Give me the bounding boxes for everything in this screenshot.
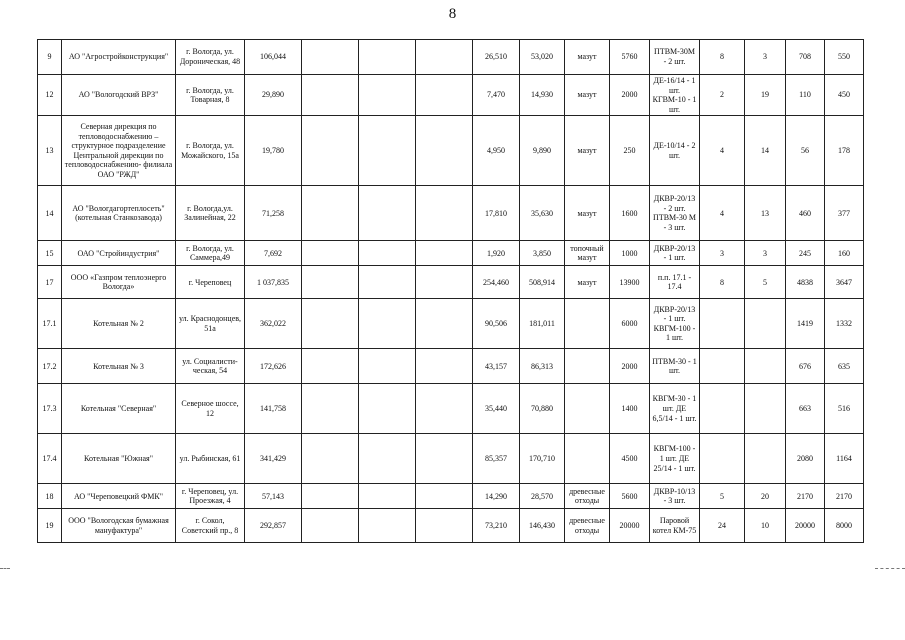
count-2-cell: 5 (745, 266, 786, 299)
col-c-cell (416, 484, 473, 509)
data-table (37, 39, 864, 543)
table-row (38, 116, 864, 186)
address-cell: ул. Социалисти-ческая, 54 (176, 349, 245, 384)
boilers-cell: ДЕ-16/14 - 1 шт. КГВМ-10 - 1 шт. (650, 75, 700, 116)
capacity-cell: 2000 (610, 349, 650, 384)
col-b-cell (359, 266, 416, 299)
value-2-cell: 508,914 (520, 266, 565, 299)
organization-cell: АО "Агростройконструкция" (62, 40, 176, 75)
address-cell: ул. Рыбинская, 61 (176, 434, 245, 484)
fuel-type-cell (565, 349, 610, 384)
col-c-cell (416, 434, 473, 484)
value-2-cell: 9,890 (520, 116, 565, 186)
col-b-cell (359, 75, 416, 116)
col-a-cell (302, 434, 359, 484)
fuel-type-cell: древесные отходы (565, 484, 610, 509)
table-row (38, 75, 864, 116)
organization-cell: Котельная "Южная" (62, 434, 176, 484)
table-row (38, 299, 864, 349)
table-row (38, 484, 864, 509)
value-2-cell: 86,313 (520, 349, 565, 384)
boilers-cell: КВГМ-30 - 1 шт. ДЕ 6,5/14 - 1 шт. (650, 384, 700, 434)
count-1-cell: 8 (700, 40, 745, 75)
col-a-cell (302, 509, 359, 543)
organization-cell: ОАО "Стройиндустрия" (62, 241, 176, 266)
value-1-cell: 254,460 (473, 266, 520, 299)
count-3-cell: 4838 (786, 266, 825, 299)
count-4-cell: 8000 (825, 509, 864, 543)
row-number-cell: 17.3 (38, 384, 62, 434)
organization-cell: Котельная № 2 (62, 299, 176, 349)
table-row (38, 40, 864, 75)
count-4-cell: 2170 (825, 484, 864, 509)
col-b-cell (359, 40, 416, 75)
col-c-cell (416, 40, 473, 75)
total-value-cell: 362,022 (245, 299, 302, 349)
col-a-cell (302, 384, 359, 434)
total-value-cell: 29,890 (245, 75, 302, 116)
total-value-cell: 19,780 (245, 116, 302, 186)
organization-cell: ООО "Вологодская бумажная мануфактура" (62, 509, 176, 543)
value-2-cell: 146,430 (520, 509, 565, 543)
boilers-cell: КВГМ-100 - 1 шт. ДЕ 25/14 - 1 шт. (650, 434, 700, 484)
page-number: 8 (448, 6, 457, 22)
value-1-cell: 1,920 (473, 241, 520, 266)
col-a-cell (302, 116, 359, 186)
col-b-cell (359, 434, 416, 484)
value-2-cell: 70,880 (520, 384, 565, 434)
capacity-cell: 6000 (610, 299, 650, 349)
value-1-cell: 7,470 (473, 75, 520, 116)
value-1-cell: 90,506 (473, 299, 520, 349)
boilers-cell: ПТВМ-30 - 1 шт. (650, 349, 700, 384)
fuel-type-cell (565, 384, 610, 434)
row-number-cell: 18 (38, 484, 62, 509)
count-2-cell (745, 434, 786, 484)
count-1-cell: 4 (700, 186, 745, 241)
fuel-type-cell: мазут (565, 186, 610, 241)
row-number-cell: 17.4 (38, 434, 62, 484)
col-b-cell (359, 241, 416, 266)
count-3-cell: 2170 (786, 484, 825, 509)
count-3-cell: 708 (786, 40, 825, 75)
value-2-cell: 3,850 (520, 241, 565, 266)
boilers-cell: ДКВР-20/13 - 1 шт. КВГМ-100 - 1 шт. (650, 299, 700, 349)
total-value-cell: 341,429 (245, 434, 302, 484)
address-cell: г. Вологда, ул. Дороническая, 48 (176, 40, 245, 75)
count-2-cell (745, 384, 786, 434)
count-4-cell: 178 (825, 116, 864, 186)
boilers-cell: ДКВР-20/13 - 1 шт. (650, 241, 700, 266)
col-c-cell (416, 75, 473, 116)
col-b-cell (359, 349, 416, 384)
count-4-cell: 3647 (825, 266, 864, 299)
col-b-cell (359, 384, 416, 434)
count-2-cell: 10 (745, 509, 786, 543)
value-1-cell: 35,440 (473, 384, 520, 434)
col-b-cell (359, 186, 416, 241)
row-number-cell: 17.2 (38, 349, 62, 384)
col-c-cell (416, 241, 473, 266)
table-row (38, 349, 864, 384)
value-1-cell: 85,357 (473, 434, 520, 484)
count-2-cell (745, 299, 786, 349)
organization-cell: АО "Череповецкий ФМК" (62, 484, 176, 509)
address-cell: Северное шоссе, 12 (176, 384, 245, 434)
address-cell: г. Череповец, ул. Проезжая, 4 (176, 484, 245, 509)
value-1-cell: 14,290 (473, 484, 520, 509)
count-2-cell (745, 349, 786, 384)
count-3-cell: 663 (786, 384, 825, 434)
fuel-type-cell: мазут (565, 40, 610, 75)
boilers-cell: ДКВР-10/13 - 3 шт. (650, 484, 700, 509)
col-b-cell (359, 299, 416, 349)
col-c-cell (416, 266, 473, 299)
count-4-cell: 1164 (825, 434, 864, 484)
address-cell: ул. Краснодонцев, 51а (176, 299, 245, 349)
count-3-cell: 110 (786, 75, 825, 116)
table-row (38, 241, 864, 266)
address-cell: г. Сокол, Советский пр., 8 (176, 509, 245, 543)
col-c-cell (416, 299, 473, 349)
organization-cell: Котельная "Северная" (62, 384, 176, 434)
count-3-cell: 460 (786, 186, 825, 241)
fuel-type-cell (565, 434, 610, 484)
row-number-cell: 15 (38, 241, 62, 266)
count-3-cell: 20000 (786, 509, 825, 543)
table-row (38, 434, 864, 484)
organization-cell: Котельная № 3 (62, 349, 176, 384)
col-a-cell (302, 40, 359, 75)
total-value-cell: 7,692 (245, 241, 302, 266)
col-a-cell (302, 349, 359, 384)
fuel-type-cell: топочный мазут (565, 241, 610, 266)
organization-cell: АО "Вологодский ВРЗ" (62, 75, 176, 116)
count-1-cell: 8 (700, 266, 745, 299)
address-cell: г. Вологда, ул. Саммера,49 (176, 241, 245, 266)
boilers-cell: ПТВМ-30М - 2 шт. (650, 40, 700, 75)
count-3-cell: 676 (786, 349, 825, 384)
count-2-cell: 3 (745, 40, 786, 75)
col-a-cell (302, 75, 359, 116)
fuel-type-cell: мазут (565, 116, 610, 186)
col-a-cell (302, 186, 359, 241)
col-b-cell (359, 116, 416, 186)
address-cell: г. Вологда, ул. Товарная, 8 (176, 75, 245, 116)
count-3-cell: 245 (786, 241, 825, 266)
value-1-cell: 4,950 (473, 116, 520, 186)
total-value-cell: 106,044 (245, 40, 302, 75)
row-number-cell: 19 (38, 509, 62, 543)
value-1-cell: 73,210 (473, 509, 520, 543)
col-b-cell (359, 509, 416, 543)
count-4-cell: 635 (825, 349, 864, 384)
total-value-cell: 172,626 (245, 349, 302, 384)
count-4-cell: 550 (825, 40, 864, 75)
row-number-cell: 14 (38, 186, 62, 241)
count-1-cell (700, 299, 745, 349)
count-2-cell: 3 (745, 241, 786, 266)
count-2-cell: 14 (745, 116, 786, 186)
col-b-cell (359, 484, 416, 509)
total-value-cell: 57,143 (245, 484, 302, 509)
value-2-cell: 170,710 (520, 434, 565, 484)
col-c-cell (416, 349, 473, 384)
value-1-cell: 26,510 (473, 40, 520, 75)
capacity-cell: 13900 (610, 266, 650, 299)
count-3-cell: 1419 (786, 299, 825, 349)
table-row (38, 266, 864, 299)
col-c-cell (416, 509, 473, 543)
count-1-cell: 3 (700, 241, 745, 266)
count-2-cell: 13 (745, 186, 786, 241)
total-value-cell: 292,857 (245, 509, 302, 543)
table-row (38, 509, 864, 543)
count-1-cell (700, 434, 745, 484)
col-a-cell (302, 484, 359, 509)
boilers-cell: ДКВР-20/13 - 2 шт. ПТВМ-30 М - 3 шт. (650, 186, 700, 241)
total-value-cell: 141,758 (245, 384, 302, 434)
col-c-cell (416, 186, 473, 241)
count-1-cell: 5 (700, 484, 745, 509)
scan-edge (0, 568, 905, 572)
total-value-cell: 1 037,835 (245, 266, 302, 299)
fuel-type-cell: мазут (565, 266, 610, 299)
capacity-cell: 20000 (610, 509, 650, 543)
capacity-cell: 5760 (610, 40, 650, 75)
count-3-cell: 2080 (786, 434, 825, 484)
value-1-cell: 43,157 (473, 349, 520, 384)
count-4-cell: 450 (825, 75, 864, 116)
capacity-cell: 1000 (610, 241, 650, 266)
value-2-cell: 53,020 (520, 40, 565, 75)
row-number-cell: 17 (38, 266, 62, 299)
count-1-cell: 24 (700, 509, 745, 543)
row-number-cell: 9 (38, 40, 62, 75)
col-a-cell (302, 241, 359, 266)
boilers-cell: п.п. 17.1 - 17.4 (650, 266, 700, 299)
fuel-type-cell: древесные отходы (565, 509, 610, 543)
row-number-cell: 13 (38, 116, 62, 186)
count-1-cell: 2 (700, 75, 745, 116)
total-value-cell: 71,258 (245, 186, 302, 241)
count-3-cell: 56 (786, 116, 825, 186)
value-2-cell: 181,011 (520, 299, 565, 349)
organization-cell: Северная дирекция по тепловодоснабжению – структурное подразделение Центральной дирекции по тепловодоснабжению- филиала ОАО "РЖД" (62, 116, 176, 186)
count-1-cell (700, 384, 745, 434)
table-row (38, 186, 864, 241)
col-c-cell (416, 384, 473, 434)
capacity-cell: 1600 (610, 186, 650, 241)
address-cell: г. Череповец (176, 266, 245, 299)
address-cell: г. Вологда,ул. Залинейная, 22 (176, 186, 245, 241)
count-1-cell (700, 349, 745, 384)
value-2-cell: 28,570 (520, 484, 565, 509)
capacity-cell: 250 (610, 116, 650, 186)
capacity-cell: 1400 (610, 384, 650, 434)
address-cell: г. Вологда, ул. Можайского, 15а (176, 116, 245, 186)
organization-cell: ООО «Газпром теплоэнерго Вологда» (62, 266, 176, 299)
capacity-cell: 5600 (610, 484, 650, 509)
value-1-cell: 17,810 (473, 186, 520, 241)
value-2-cell: 14,930 (520, 75, 565, 116)
count-1-cell: 4 (700, 116, 745, 186)
col-a-cell (302, 266, 359, 299)
count-4-cell: 160 (825, 241, 864, 266)
count-4-cell: 377 (825, 186, 864, 241)
col-a-cell (302, 299, 359, 349)
count-2-cell: 20 (745, 484, 786, 509)
fuel-type-cell: мазут (565, 75, 610, 116)
organization-cell: АО "Вологдагортеплосеть" (котельная Станкозавода) (62, 186, 176, 241)
boilers-cell: ДЕ-10/14 - 2 шт. (650, 116, 700, 186)
table-row (38, 384, 864, 434)
count-4-cell: 1332 (825, 299, 864, 349)
count-4-cell: 516 (825, 384, 864, 434)
count-2-cell: 19 (745, 75, 786, 116)
fuel-type-cell (565, 299, 610, 349)
capacity-cell: 4500 (610, 434, 650, 484)
row-number-cell: 12 (38, 75, 62, 116)
row-number-cell: 17.1 (38, 299, 62, 349)
capacity-cell: 2000 (610, 75, 650, 116)
col-c-cell (416, 116, 473, 186)
value-2-cell: 35,630 (520, 186, 565, 241)
boilers-cell: Паровой котел КМ-75 (650, 509, 700, 543)
